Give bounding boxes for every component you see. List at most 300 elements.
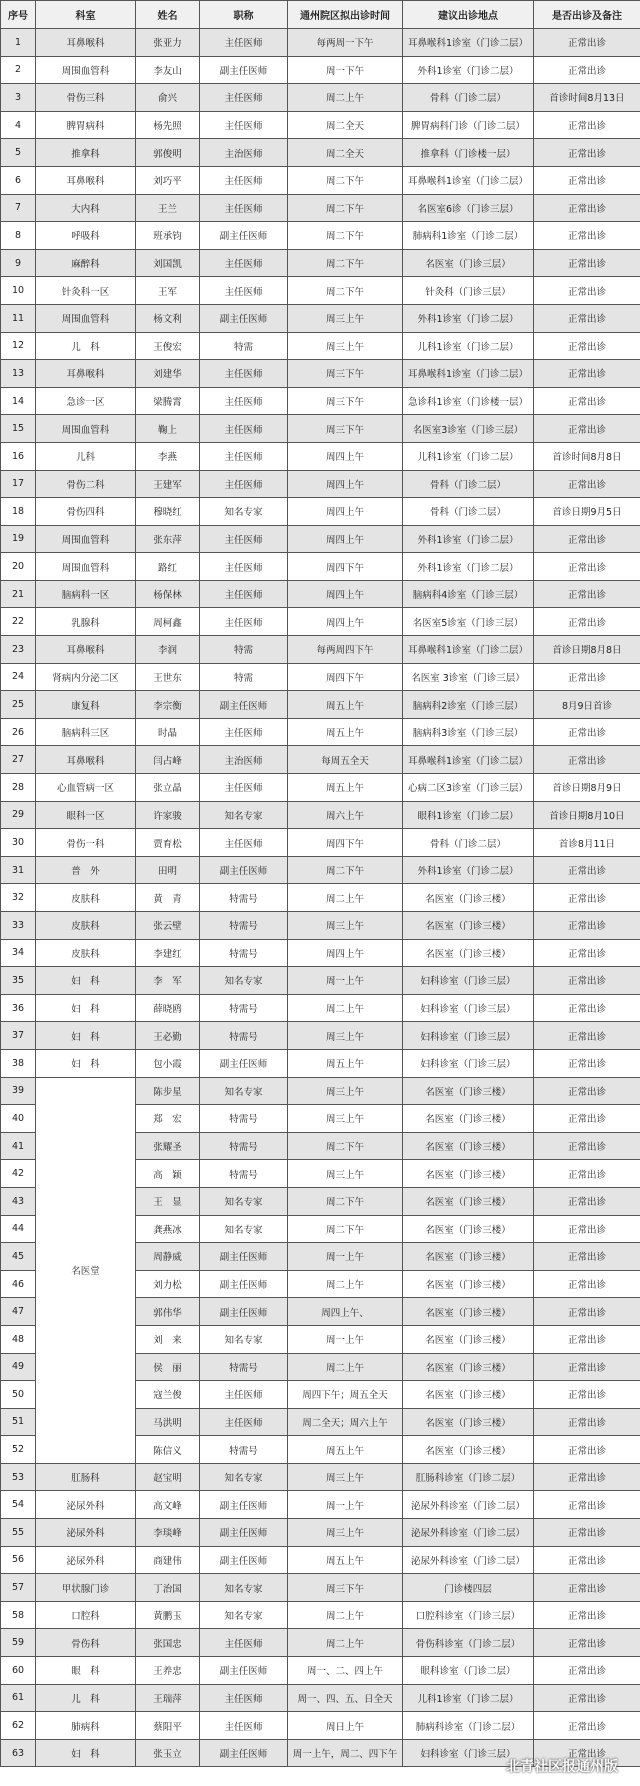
row-index: 44	[1, 1215, 36, 1243]
row-index: 38	[1, 1049, 36, 1077]
row-remarks: 正常出诊	[534, 1353, 640, 1381]
table-row	[1, 994, 640, 1022]
table-row	[1, 967, 640, 995]
table-row	[1, 1546, 640, 1574]
row-title: 特需	[200, 332, 288, 360]
row-title: 主治医师	[200, 139, 288, 167]
row-department: 名医堂	[36, 1077, 136, 1463]
row-department: 脑病科一区	[36, 580, 136, 608]
row-name: 梁腾霄	[136, 387, 200, 415]
table-row	[1, 84, 640, 112]
row-remarks: 首诊日期8月10日	[534, 801, 640, 829]
row-index: 59	[1, 1629, 36, 1657]
row-time: 周四下午	[288, 553, 403, 581]
row-title: 副主任医师	[200, 1739, 288, 1767]
table-row	[1, 1712, 640, 1740]
row-index: 8	[1, 222, 36, 250]
row-title: 副主任医师	[200, 691, 288, 719]
row-remarks: 正常出诊	[534, 1298, 640, 1326]
row-remarks: 正常出诊	[534, 470, 640, 498]
row-department: 耳鼻喉科	[36, 166, 136, 194]
row-time: 周二下午	[288, 1187, 403, 1215]
row-time: 周三上午	[288, 912, 403, 940]
row-title: 特需号	[200, 939, 288, 967]
row-time: 周二下午	[288, 222, 403, 250]
row-location: 名医室（门诊三楼）	[403, 1105, 534, 1133]
table-row	[1, 939, 640, 967]
row-time: 周一下午	[288, 56, 403, 84]
row-department: 周围血管科	[36, 553, 136, 581]
row-remarks: 正常出诊	[534, 1684, 640, 1712]
table-row	[1, 194, 640, 222]
row-index: 62	[1, 1712, 36, 1740]
row-department: 骨伤四科	[36, 498, 136, 526]
row-time: 周三下午	[288, 1574, 403, 1602]
row-remarks: 正常出诊	[534, 663, 640, 691]
row-index: 56	[1, 1546, 36, 1574]
row-index: 48	[1, 1325, 36, 1353]
row-name: 王世东	[136, 663, 200, 691]
table-row	[1, 1049, 640, 1077]
row-name: 王必勤	[136, 1022, 200, 1050]
row-remarks: 首诊日期8月8日	[534, 636, 640, 664]
row-time: 周二上午	[288, 1601, 403, 1629]
row-time: 周二全天	[288, 139, 403, 167]
row-index: 46	[1, 1270, 36, 1298]
row-index: 1	[1, 29, 36, 57]
row-location: 泌尿外科诊室（门诊二层）	[403, 1491, 534, 1519]
row-time: 周五上午	[288, 1049, 403, 1077]
row-time: 周二上午	[288, 1353, 403, 1381]
row-title: 知名专家	[200, 1325, 288, 1353]
row-location: 眼科诊室（门诊二层）	[403, 1657, 534, 1685]
row-remarks: 正常出诊	[534, 1629, 640, 1657]
row-remarks: 正常出诊	[534, 608, 640, 636]
header-index: 序号	[1, 1, 36, 29]
row-title: 副主任医师	[200, 856, 288, 884]
row-time: 周三下午	[288, 415, 403, 443]
row-department: 泌尿外科	[36, 1491, 136, 1519]
row-index: 20	[1, 553, 36, 581]
row-location: 名医室（门诊三楼）	[403, 1132, 534, 1160]
row-remarks: 正常出诊	[534, 1325, 640, 1353]
row-location: 骨科（门诊二层）	[403, 829, 534, 857]
row-time: 周三上午	[288, 1077, 403, 1105]
row-location: 骨伤科诊室（门诊二层）	[403, 1629, 534, 1657]
row-department: 皮肤科	[36, 884, 136, 912]
row-remarks: 正常出诊	[534, 718, 640, 746]
row-department: 儿科	[36, 442, 136, 470]
row-name: 黄 青	[136, 884, 200, 912]
row-name: 蔡阳平	[136, 1712, 200, 1740]
row-time: 周六上午	[288, 801, 403, 829]
row-title: 主任医师	[200, 470, 288, 498]
row-time: 周二下午	[288, 856, 403, 884]
row-title: 主任医师	[200, 249, 288, 277]
row-name: 周静威	[136, 1243, 200, 1271]
row-title: 主任医师	[200, 360, 288, 388]
row-remarks: 正常出诊	[534, 1022, 640, 1050]
row-title: 主任医师	[200, 84, 288, 112]
row-index: 51	[1, 1408, 36, 1436]
row-name: 寇兰俊	[136, 1381, 200, 1409]
row-index: 39	[1, 1077, 36, 1105]
row-title: 主任医师	[200, 415, 288, 443]
row-time: 周二下午	[288, 1132, 403, 1160]
row-location: 急诊科1诊室（门诊楼一层）	[403, 387, 534, 415]
row-index: 24	[1, 663, 36, 691]
row-name: 贾育松	[136, 829, 200, 857]
row-index: 61	[1, 1684, 36, 1712]
row-name: 侯 丽	[136, 1353, 200, 1381]
table-row	[1, 470, 640, 498]
row-remarks: 正常出诊	[534, 1408, 640, 1436]
row-location: 脑病科4诊室（门诊三层）	[403, 580, 534, 608]
row-location: 名医室（门诊三楼）	[403, 939, 534, 967]
row-location: 外科1诊室（门诊二层）	[403, 56, 534, 84]
row-name: 张耀圣	[136, 1132, 200, 1160]
row-department: 泌尿外科	[36, 1546, 136, 1574]
row-name: 王军	[136, 277, 200, 305]
table-row	[1, 222, 640, 250]
row-location: 名医室（门诊三楼）	[403, 1298, 534, 1326]
row-index: 57	[1, 1574, 36, 1602]
row-title: 主任医师	[200, 1408, 288, 1436]
row-department: 急诊一区	[36, 387, 136, 415]
row-title: 知名专家	[200, 1077, 288, 1105]
row-location: 心病二区3诊室（门诊三层）	[403, 774, 534, 802]
row-index: 12	[1, 332, 36, 360]
row-title: 知名专家	[200, 1601, 288, 1629]
row-index: 54	[1, 1491, 36, 1519]
row-name: 刘国凯	[136, 249, 200, 277]
row-title: 副主任医师	[200, 1519, 288, 1547]
row-index: 25	[1, 691, 36, 719]
row-location: 名医室（门诊三楼）	[403, 1325, 534, 1353]
row-index: 15	[1, 415, 36, 443]
row-time: 周二下午	[288, 1215, 403, 1243]
row-name: 高 颖	[136, 1160, 200, 1188]
row-title: 主任医师	[200, 608, 288, 636]
row-index: 41	[1, 1132, 36, 1160]
row-location: 儿科1诊室（门诊二层）	[403, 332, 534, 360]
header-time: 通州院区拟出诊时间	[288, 1, 403, 29]
table-row	[1, 912, 640, 940]
table-row	[1, 884, 640, 912]
row-name: 薛晓鸥	[136, 994, 200, 1022]
row-index: 23	[1, 636, 36, 664]
row-remarks: 正常出诊	[534, 360, 640, 388]
row-index: 11	[1, 304, 36, 332]
row-department: 骨伤二科	[36, 470, 136, 498]
row-title: 特需号	[200, 1353, 288, 1381]
row-index: 4	[1, 111, 36, 139]
row-index: 29	[1, 801, 36, 829]
row-department: 周围血管科	[36, 56, 136, 84]
table-row	[1, 1519, 640, 1547]
row-location: 针灸科（门诊三层）	[403, 277, 534, 305]
row-department: 周围血管科	[36, 525, 136, 553]
row-department: 肺病科	[36, 1712, 136, 1740]
row-remarks: 正常出诊	[534, 1739, 640, 1767]
row-department: 心血管病一区	[36, 774, 136, 802]
row-name: 杨保林	[136, 580, 200, 608]
table-row	[1, 608, 640, 636]
row-time: 周五上午	[288, 1436, 403, 1464]
row-title: 主任医师	[200, 1381, 288, 1409]
row-time: 每周五全天	[288, 746, 403, 774]
row-department: 泌尿外科	[36, 1519, 136, 1547]
row-remarks: 正常出诊	[534, 1381, 640, 1409]
row-name: 李琰峰	[136, 1519, 200, 1547]
row-remarks: 正常出诊	[534, 1187, 640, 1215]
row-remarks: 正常出诊	[534, 1519, 640, 1547]
table-row	[1, 360, 640, 388]
row-time: 周二上午	[288, 994, 403, 1022]
table-row	[1, 663, 640, 691]
row-name: 黄鹏玉	[136, 1601, 200, 1629]
row-time: 周四上午	[288, 442, 403, 470]
table-row	[1, 29, 640, 57]
table-row	[1, 691, 640, 719]
row-remarks: 首诊日期9月5日	[534, 498, 640, 526]
row-time: 周四上午	[288, 498, 403, 526]
table-row	[1, 498, 640, 526]
row-index: 47	[1, 1298, 36, 1326]
row-time: 周二上午	[288, 884, 403, 912]
row-title: 特需号	[200, 1022, 288, 1050]
row-location: 名医室（门诊三楼）	[403, 912, 534, 940]
row-time: 周五上午	[288, 691, 403, 719]
row-name: 郭伟华	[136, 1298, 200, 1326]
row-location: 名医室6诊（门诊三层）	[403, 194, 534, 222]
row-time: 周一上午，周二、四下午	[288, 1739, 403, 1767]
row-name: 陈步星	[136, 1077, 200, 1105]
row-remarks: 正常出诊	[534, 415, 640, 443]
row-name: 马洪明	[136, 1408, 200, 1436]
table-row	[1, 1601, 640, 1629]
row-time: 周三下午	[288, 387, 403, 415]
table-row	[1, 553, 640, 581]
row-index: 21	[1, 580, 36, 608]
table-row	[1, 249, 640, 277]
row-location: 骨科（门诊二层）	[403, 470, 534, 498]
row-name: 龚燕冰	[136, 1215, 200, 1243]
row-name: 刘力松	[136, 1270, 200, 1298]
row-location: 名医室（门诊三楼）	[403, 1353, 534, 1381]
row-time: 周四下午	[288, 663, 403, 691]
row-title: 主任医师	[200, 1712, 288, 1740]
row-department: 普 外	[36, 856, 136, 884]
row-location: 妇科诊室（门诊三层）	[403, 1049, 534, 1077]
row-name: 周柯鑫	[136, 608, 200, 636]
row-remarks: 正常出诊	[534, 912, 640, 940]
row-remarks: 正常出诊	[534, 332, 640, 360]
row-index: 22	[1, 608, 36, 636]
table-row	[1, 801, 640, 829]
row-title: 主任医师	[200, 442, 288, 470]
row-time: 周二下午	[288, 194, 403, 222]
row-title: 特需号	[200, 884, 288, 912]
row-title: 主任医师	[200, 1684, 288, 1712]
row-time: 周三上午	[288, 1463, 403, 1491]
row-department: 妇 科	[36, 1049, 136, 1077]
row-remarks: 正常出诊	[534, 1243, 640, 1271]
row-remarks: 正常出诊	[534, 1436, 640, 1464]
row-remarks: 正常出诊	[534, 1160, 640, 1188]
row-index: 32	[1, 884, 36, 912]
row-location: 耳鼻喉科1诊室（门诊二层）	[403, 166, 534, 194]
row-index: 37	[1, 1022, 36, 1050]
table-row	[1, 415, 640, 443]
row-remarks: 正常出诊	[534, 746, 640, 774]
row-index: 9	[1, 249, 36, 277]
row-time: 周四下午；周五全天	[288, 1381, 403, 1409]
row-location: 名医室（门诊三楼）	[403, 1408, 534, 1436]
row-location: 外科1诊室（门诊二层）	[403, 856, 534, 884]
row-remarks: 正常出诊	[534, 856, 640, 884]
row-remarks: 正常出诊	[534, 387, 640, 415]
row-remarks: 正常出诊	[534, 1270, 640, 1298]
row-name: 闫占峰	[136, 746, 200, 774]
row-department: 呼吸科	[36, 222, 136, 250]
row-remarks: 正常出诊	[534, 29, 640, 57]
row-location: 肺病科诊室（门诊二层）	[403, 1712, 534, 1740]
row-department: 妇 科	[36, 1739, 136, 1767]
row-name: 郭俊明	[136, 139, 200, 167]
table-row	[1, 111, 640, 139]
row-location: 泌尿外科诊室（门诊二层）	[403, 1519, 534, 1547]
row-time: 周三上午	[288, 304, 403, 332]
row-name: 杨先照	[136, 111, 200, 139]
row-location: 肛肠科诊室（门诊二层）	[403, 1463, 534, 1491]
row-department: 耳鼻喉科	[36, 636, 136, 664]
row-location: 门诊楼四层	[403, 1574, 534, 1602]
row-title: 主任医师	[200, 387, 288, 415]
row-location: 耳鼻喉科1诊室（门诊二层）	[403, 29, 534, 57]
row-index: 35	[1, 967, 36, 995]
row-time: 周三上午	[288, 1519, 403, 1547]
row-time: 周三上午	[288, 332, 403, 360]
row-remarks: 正常出诊	[534, 277, 640, 305]
row-location: 名医室（门诊三楼）	[403, 1077, 534, 1105]
row-department: 麻醉科	[36, 249, 136, 277]
table-row	[1, 1077, 640, 1105]
row-time: 周二全天	[288, 111, 403, 139]
row-remarks: 正常出诊	[534, 304, 640, 332]
row-name: 商建伟	[136, 1546, 200, 1574]
row-time: 周五上午	[288, 774, 403, 802]
table-row	[1, 139, 640, 167]
row-title: 主任医师	[200, 277, 288, 305]
row-location: 口腔科诊室（门诊三层）	[403, 1601, 534, 1629]
row-name: 穆晓红	[136, 498, 200, 526]
table-row	[1, 1463, 640, 1491]
row-name: 刘巧平	[136, 166, 200, 194]
row-title: 副主任医师	[200, 56, 288, 84]
row-department: 眼 科	[36, 1657, 136, 1685]
row-name: 赵宝明	[136, 1463, 200, 1491]
row-name: 陈信义	[136, 1436, 200, 1464]
row-index: 6	[1, 166, 36, 194]
row-title: 特需号	[200, 912, 288, 940]
row-time: 周一上午	[288, 967, 403, 995]
row-name: 李建红	[136, 939, 200, 967]
table-row	[1, 580, 640, 608]
table-row	[1, 525, 640, 553]
header-name: 姓名	[136, 1, 200, 29]
row-location: 名医室 3诊室（门诊三层）	[403, 663, 534, 691]
row-index: 63	[1, 1739, 36, 1767]
row-index: 33	[1, 912, 36, 940]
row-remarks: 正常出诊	[534, 194, 640, 222]
row-name: 张立晶	[136, 774, 200, 802]
row-location: 名医室（门诊三楼）	[403, 1270, 534, 1298]
row-remarks: 正常出诊	[534, 553, 640, 581]
row-time: 周二上午	[288, 84, 403, 112]
row-time: 周四上午	[288, 608, 403, 636]
row-time: 周五上午	[288, 1546, 403, 1574]
row-location: 泌尿外科诊室（门诊二层）	[403, 1546, 534, 1574]
row-remarks: 正常出诊	[534, 1491, 640, 1519]
row-department: 周围血管科	[36, 304, 136, 332]
row-title: 知名专家	[200, 1463, 288, 1491]
row-location: 名医室（门诊三楼）	[403, 884, 534, 912]
row-remarks: 正常出诊	[534, 249, 640, 277]
table-row	[1, 856, 640, 884]
row-name: 王建军	[136, 470, 200, 498]
row-title: 主任医师	[200, 1629, 288, 1657]
row-department: 耳鼻喉科	[36, 746, 136, 774]
row-remarks: 正常出诊	[534, 1132, 640, 1160]
row-remarks: 正常出诊	[534, 525, 640, 553]
row-remarks: 正常出诊	[534, 1546, 640, 1574]
watermark-text: 北青社区报通州版	[506, 1759, 618, 1775]
table-row	[1, 442, 640, 470]
row-name: 俞兴	[136, 84, 200, 112]
row-remarks: 正常出诊	[534, 1574, 640, 1602]
row-department: 肛肠科	[36, 1463, 136, 1491]
row-name: 李润	[136, 636, 200, 664]
table-row	[1, 1684, 640, 1712]
row-name: 张玉立	[136, 1739, 200, 1767]
row-department: 大内科	[36, 194, 136, 222]
row-name: 张国忠	[136, 1629, 200, 1657]
row-department: 肾病内分泌二区	[36, 663, 136, 691]
row-time: 每两周一下午	[288, 29, 403, 57]
row-department: 脑病科三区	[36, 718, 136, 746]
row-name: 丁治国	[136, 1574, 200, 1602]
row-remarks: 8月9日首诊	[534, 691, 640, 719]
row-name: 郑 宏	[136, 1105, 200, 1133]
row-title: 主任医师	[200, 829, 288, 857]
row-title: 主任医师	[200, 774, 288, 802]
header-remarks: 是否出诊及备注	[534, 1, 640, 29]
row-title: 副主任医师	[200, 1270, 288, 1298]
row-location: 耳鼻喉科1诊室（门诊二层）	[403, 636, 534, 664]
row-remarks: 首诊日期8月9日	[534, 774, 640, 802]
row-name: 许家骏	[136, 801, 200, 829]
row-remarks: 正常出诊	[534, 1657, 640, 1685]
row-department: 皮肤科	[36, 939, 136, 967]
row-remarks: 正常出诊	[534, 139, 640, 167]
row-time: 周四上午	[288, 525, 403, 553]
row-index: 16	[1, 442, 36, 470]
row-location: 名医室（门诊三楼）	[403, 1215, 534, 1243]
row-department: 妇 科	[36, 994, 136, 1022]
table-row	[1, 774, 640, 802]
row-title: 主任医师	[200, 166, 288, 194]
